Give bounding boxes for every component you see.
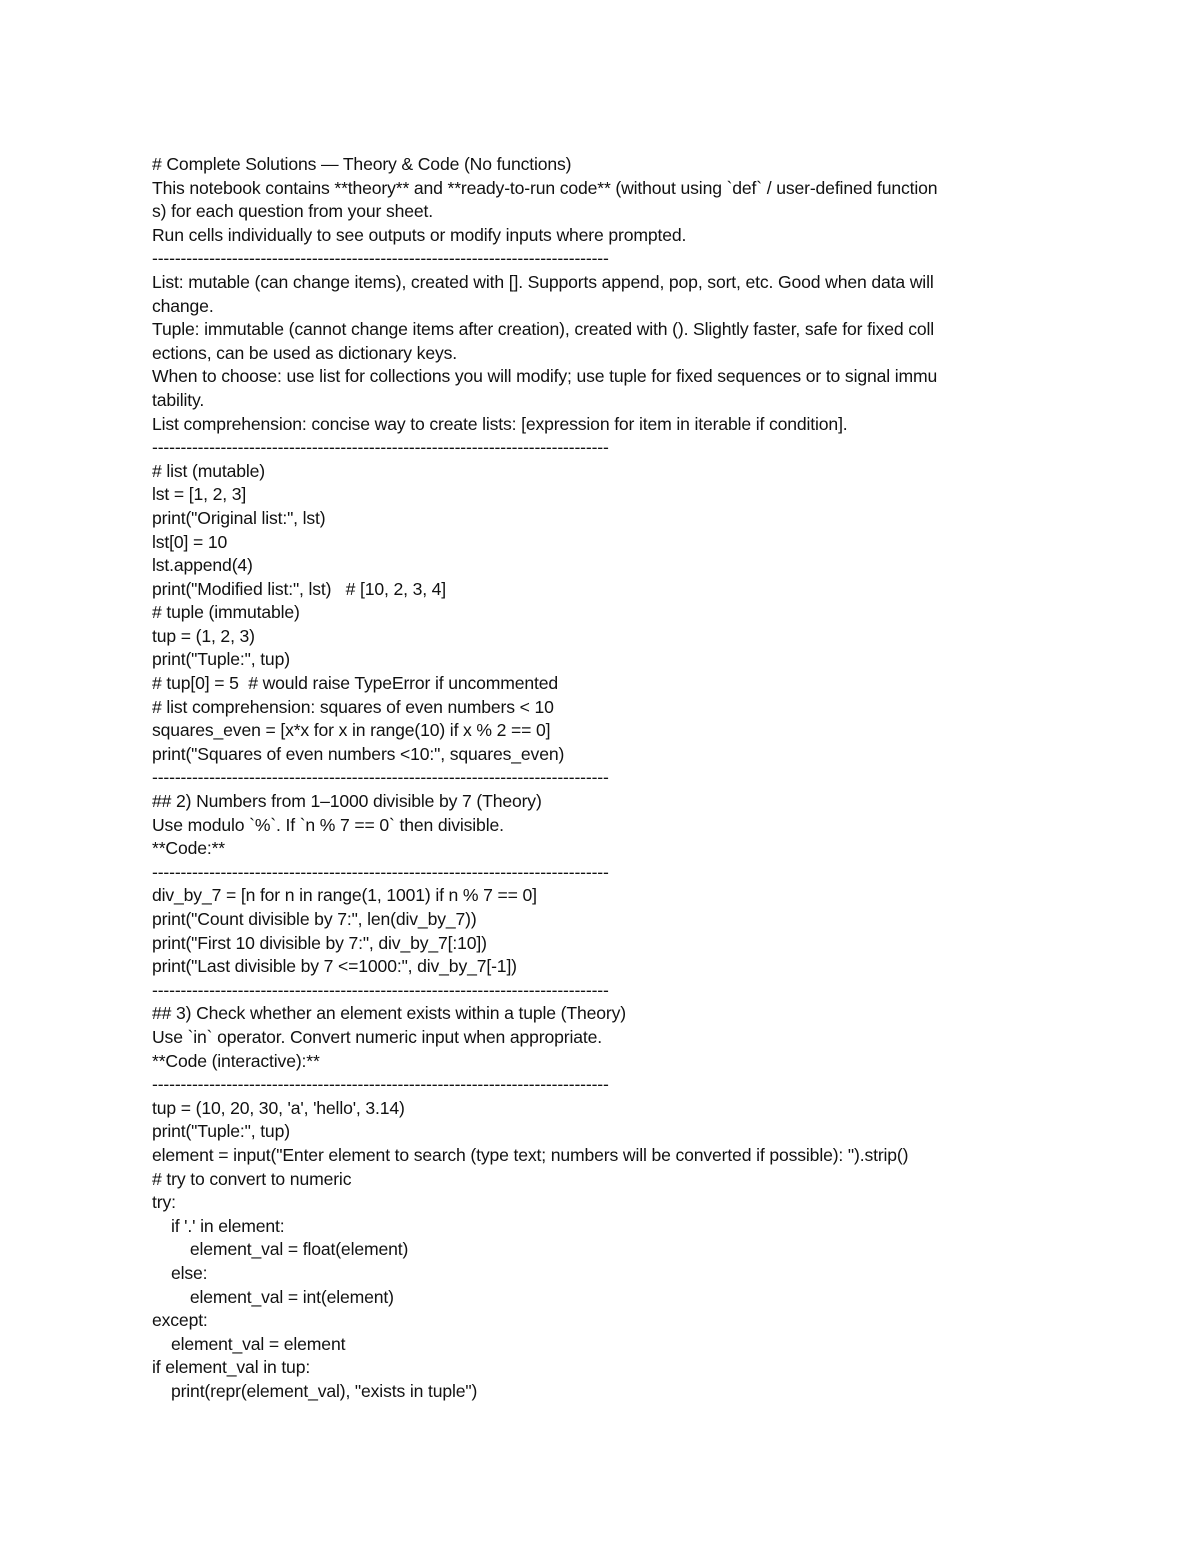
code-line: try:: [152, 1192, 176, 1213]
text-line: When to choose: use list for collections you will modify; use tuple for fixed sequences or to signal immu: [152, 366, 938, 387]
text-line: Run cells individually to see outputs or modify inputs where prompted.: [152, 224, 687, 245]
code-line: except:: [152, 1310, 208, 1331]
heading-line: # Complete Solutions — Theory & Code (No functions): [152, 154, 572, 174]
code-line: print(repr(element_val), "exists in tuple"): [152, 1380, 478, 1401]
code-line: tup = (10, 20, 30, 'a', 'hello', 3.14): [152, 1097, 405, 1118]
code-line: print("Modified list:", lst) # [10, 2, 3, 4]: [152, 578, 447, 599]
separator-line: --------------------------------------------------------------------------------: [152, 437, 609, 458]
heading-line: ## 3) Check whether an element exists within a tuple (Theory): [152, 1003, 626, 1024]
separator-line: --------------------------------------------------------------------------------: [152, 1074, 609, 1095]
code-line: print("Count divisible by 7:", len(div_by_7)): [152, 909, 477, 929]
code-line: print("Tuple:", tup): [152, 1121, 290, 1142]
code-line: print("Last divisible by 7 <=1000:", div_by_7[-1]): [152, 956, 517, 977]
text-line: Tuple: immutable (cannot change items after creation), created with (). Slightly faster, safe for fixed coll: [152, 319, 935, 340]
separator-line: --------------------------------------------------------------------------------: [152, 861, 609, 882]
text-line: tability.: [152, 389, 205, 410]
text-line: s) for each question from your sheet.: [152, 201, 433, 222]
text-line: ections, can be used as dictionary keys.: [152, 342, 457, 363]
code-line: lst[0] = 10: [152, 531, 228, 552]
text-line: List comprehension: concise way to create lists: [expression for item in iterable if condition].: [152, 413, 848, 434]
code-line: if element_val in tup:: [152, 1357, 311, 1378]
code-line: # list comprehension: squares of even numbers < 10: [152, 696, 554, 717]
code-line: element_val = float(element): [152, 1239, 409, 1260]
separator-line: --------------------------------------------------------------------------------: [152, 767, 609, 788]
code-line: # try to convert to numeric: [152, 1168, 352, 1189]
code-line: # list (mutable): [152, 460, 265, 481]
text-line: **Code:**: [152, 838, 225, 859]
text-line: List: mutable (can change items), created with []. Supports append, pop, sort, etc. Good when data will: [152, 271, 934, 292]
separator-line: --------------------------------------------------------------------------------: [152, 248, 609, 269]
code-line: print("Original list:", lst): [152, 507, 326, 528]
text-line: Use modulo `%`. If `n % 7 == 0` then divisible.: [152, 814, 504, 835]
code-line: lst = [1, 2, 3]: [152, 484, 247, 505]
code-line: lst.append(4): [152, 555, 253, 576]
document-page: [152, 153, 1052, 1403]
code-line: div_by_7 = [n for n in range(1, 1001) if n % 7 == 0]: [152, 885, 537, 906]
text-line: This notebook contains **theory** and **ready-to-run code** (without using `def` / user-defined function: [152, 177, 938, 198]
code-line: else:: [152, 1262, 208, 1283]
code-line: element_val = element: [152, 1333, 346, 1354]
text-line: change.: [152, 295, 214, 316]
code-line: # tup[0] = 5 # would raise TypeError if uncommented: [152, 673, 559, 694]
code-line: # tuple (immutable): [152, 602, 300, 623]
code-line: if '.' in element:: [152, 1215, 285, 1236]
code-line: squares_even = [x*x for x in range(10) if x % 2 == 0]: [152, 720, 551, 741]
code-line: print("Tuple:", tup): [152, 649, 290, 670]
code-line: print("First 10 divisible by 7:", div_by_7[:10]): [152, 932, 487, 953]
text-line: **Code (interactive):**: [152, 1050, 320, 1071]
code-line: element_val = int(element): [152, 1286, 394, 1307]
code-line: element = input("Enter element to search (type text; numbers will be converted if possible): ").strip(): [152, 1144, 909, 1165]
code-line: print("Squares of even numbers <10:", squares_even): [152, 743, 565, 764]
text-line: Use `in` operator. Convert numeric input when appropriate.: [152, 1026, 602, 1047]
heading-line: ## 2) Numbers from 1–1000 divisible by 7 (Theory): [152, 791, 542, 812]
separator-line: --------------------------------------------------------------------------------: [152, 979, 609, 1000]
code-line: tup = (1, 2, 3): [152, 625, 255, 646]
